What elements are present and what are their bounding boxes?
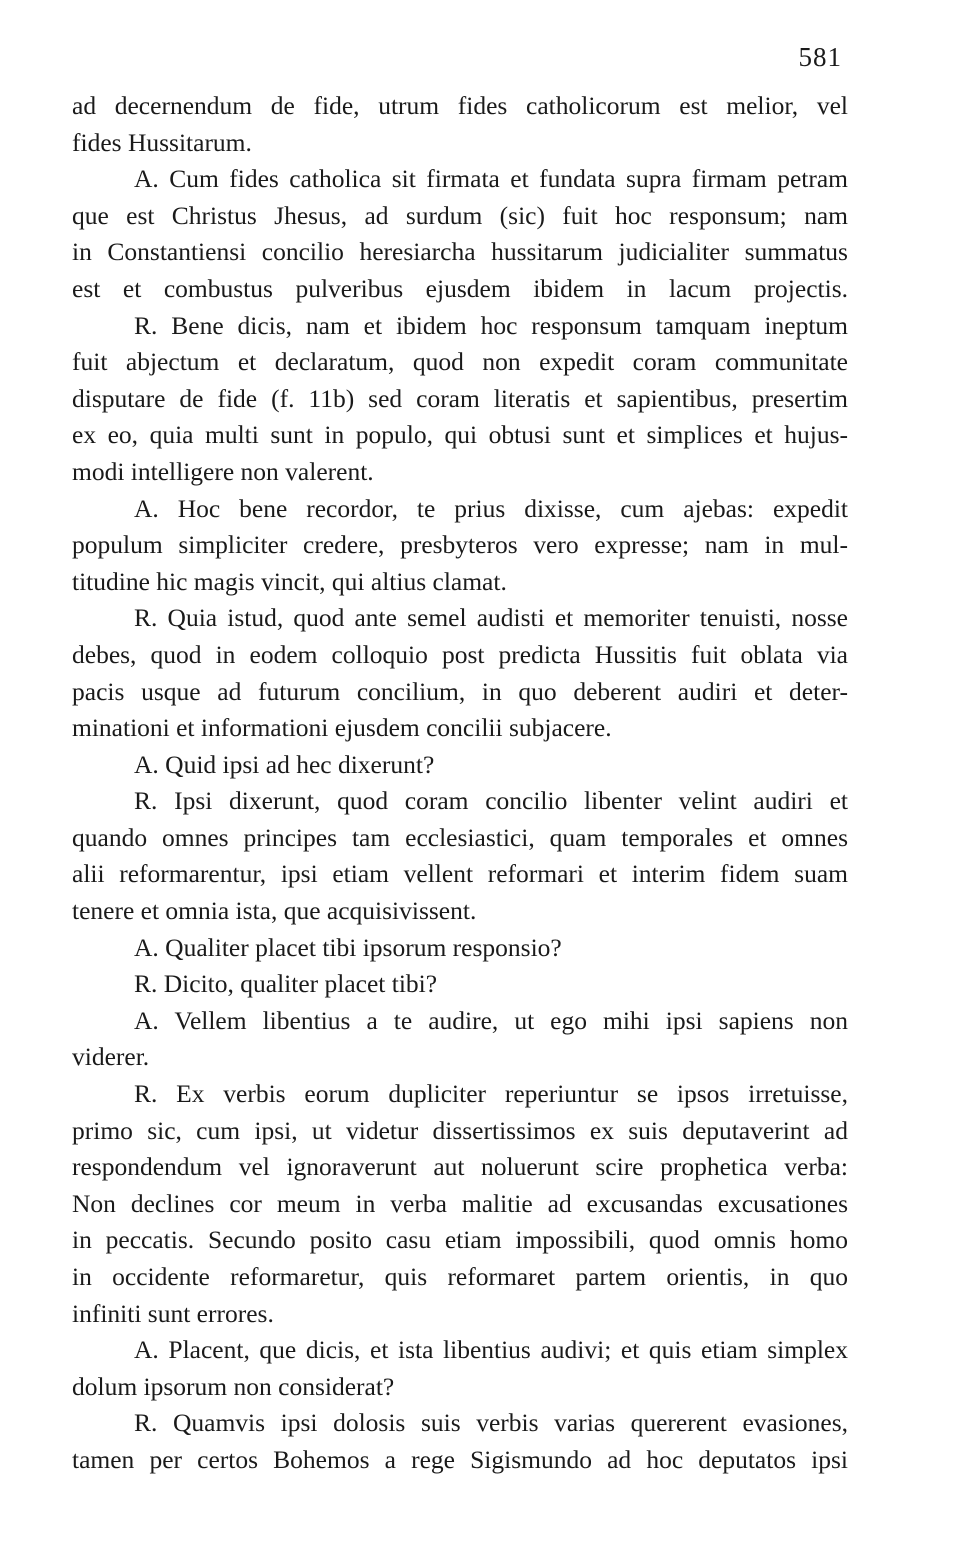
text-line: A. Cum fides catholica sit firmata et fundata supra firmam petram	[134, 164, 848, 194]
text-line: modi intelligere non valerent.	[72, 456, 374, 486]
text-line: est et combustus pulveribus ejusdem ibidem in lacum projectis.	[72, 273, 848, 303]
text-line: R. Quia istud, quod ante semel audisti et memoriter tenuisti, nosse	[134, 603, 848, 633]
text-line: A. Placent, que dicis, et ista libentius audivi; et quis etiam simplex	[134, 1335, 848, 1365]
text-line: populum simpliciter credere, presbyteros vero expresse; nam in mul-	[72, 530, 848, 560]
text-line: R. Quamvis ipsi dolosis suis verbis varias quererent evasiones,	[134, 1408, 848, 1438]
text-line: A. Qualiter placet tibi ipsorum responsio?	[134, 932, 562, 962]
text-line: alii reformarentur, ipsi etiam vellent reformari et interim fidem suam	[72, 859, 848, 889]
text-line: minationi et informationi ejusdem concilii subjacere.	[72, 713, 612, 743]
text-line: A. Vellem libentius a te audire, ut ego mihi ipsi sapiens non	[134, 1005, 848, 1035]
text-line: debes, quod in eodem colloquio post predicta Hussitis fuit oblata via	[72, 639, 848, 669]
text-line: pacis usque ad futurum concilium, in quo deberent audiri et deter-	[72, 676, 848, 706]
text-line: respondendum vel ignoraverunt aut noluerunt scire prophetica verba:	[72, 1152, 848, 1182]
text-line: ad decernendum de fide, utrum fides catholicorum est melior, vel	[72, 91, 848, 120]
text-line: R. Ipsi dixerunt, quod coram concilio libenter velint audiri et	[134, 786, 848, 816]
text-line: disputare de fide (f. 11b) sed coram literatis et sapientibus, presertim	[72, 383, 848, 413]
text-line: A. Quid ipsi ad hec dixerunt?	[134, 749, 435, 779]
text-line: fides Hussitarum.	[72, 127, 252, 157]
text-line: tamen per certos Bohemos a rege Sigismundo ad hoc deputatos ipsi	[72, 1444, 848, 1474]
text-line: in peccatis. Secundo posito casu etiam impossibili, quod omnis homo	[72, 1225, 848, 1255]
body-text	[72, 88, 848, 1479]
text-line: R. Dicito, qualiter placet tibi?	[134, 969, 438, 999]
text-line: infiniti sunt errores.	[72, 1298, 274, 1328]
text-line: quando omnes principes tam ecclesiastici, quam temporales et omnes	[72, 822, 848, 852]
text-line: in Constantiensi concilio heresiarcha hussitarum judicialiter summatus	[72, 237, 848, 267]
text-line: R. Ex verbis eorum dupliciter reperiuntur se ipsos irretuisse,	[134, 1079, 848, 1109]
text-line: ex eo, quia multi sunt in populo, qui obtusi sunt et simplices et hujus-	[72, 420, 848, 450]
text-line: tenere et omnia ista, que acquisivissent.	[72, 896, 477, 926]
page-number: 581	[798, 42, 842, 72]
text-line: dolum ipsorum non considerat?	[72, 1371, 395, 1401]
text-line: primo sic, cum ipsi, ut videtur dissertissimos ex suis deputaverint ad	[72, 1115, 848, 1145]
text-line: viderer.	[72, 1042, 150, 1072]
text-line: Non declines cor meum in verba malitie ad excusandas excusationes	[72, 1188, 848, 1218]
text-line: que est Christus Jhesus, ad surdum (sic) fuit hoc responsum; nam	[72, 200, 848, 230]
text-line: in occidente reformaretur, quis reformaret partem orientis, in quo	[72, 1262, 848, 1291]
text-line: titudine hic magis vincit, qui altius clamat.	[72, 566, 507, 596]
text-line: A. Hoc bene recordor, te prius dixisse, cum ajebas: expedit	[134, 493, 848, 523]
text-line: R. Bene dicis, nam et ibidem hoc responsum tamquam ineptum	[134, 310, 848, 340]
text-line: fuit abjectum et declaratum, quod non expedit coram communitate	[72, 347, 848, 377]
